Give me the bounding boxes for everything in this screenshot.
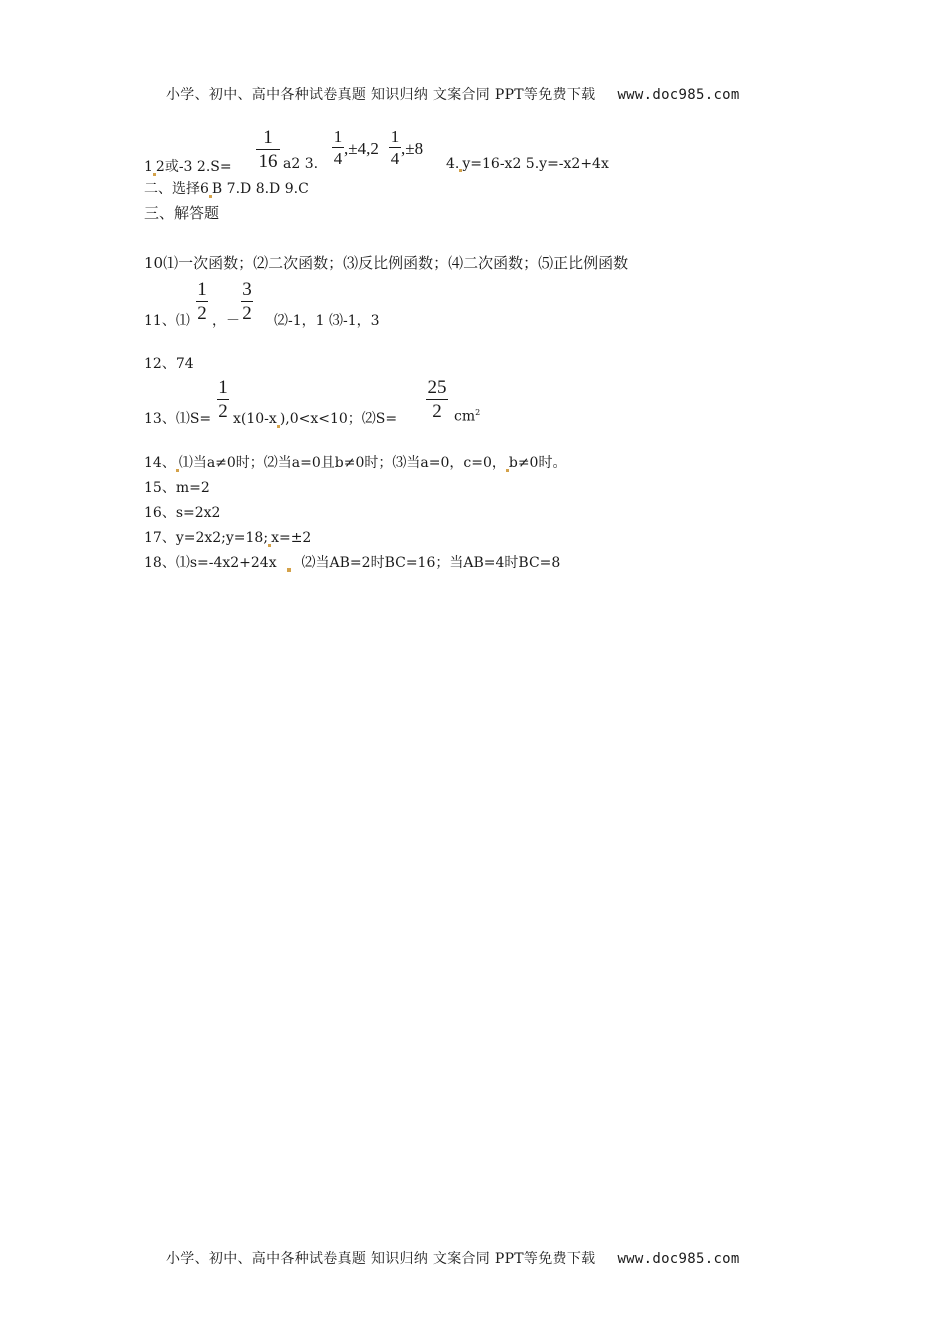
answer-q11-a: 11、⑴ bbox=[144, 313, 190, 329]
footer-url[interactable]: www.doc985.com bbox=[617, 1251, 740, 1267]
answer-q16: 16、s=2x2 bbox=[144, 505, 221, 521]
page-footer bbox=[166, 1248, 740, 1268]
answer-q13-unit bbox=[454, 408, 480, 425]
fraction-1-4-b: 1 4 bbox=[390, 127, 400, 168]
q14-c: b≠0时。 bbox=[508, 455, 567, 471]
fraction-1-4-a: 1 4 bbox=[333, 127, 343, 168]
answer-q13-a: 13、⑴S= bbox=[144, 411, 212, 427]
q17-b: x=±2 bbox=[271, 530, 312, 546]
q18-b: ⑵当AB=2时BC=16；当AB=4时BC=8 bbox=[301, 555, 561, 571]
l1-p3: a2 3. bbox=[283, 156, 319, 172]
fraction-1-2-q11: 1 2 bbox=[197, 279, 207, 324]
page-header bbox=[166, 84, 740, 104]
answer-q12: 12、74 bbox=[144, 356, 194, 372]
q13-b: x(10-x bbox=[233, 411, 277, 427]
fraction-1-16: 1 16 bbox=[256, 128, 280, 171]
l2-b: B 7.D 8.D 9.C bbox=[211, 181, 309, 197]
answer-line-1 bbox=[144, 156, 232, 176]
answer-q11-b: ，－ bbox=[212, 313, 240, 329]
answer-q17 bbox=[144, 527, 311, 547]
q17-a: 17、y=2x2;y=18; bbox=[144, 530, 269, 546]
answer-line-1-end bbox=[446, 156, 609, 172]
footer-text: 小学、初中、高中各种试卷真题 知识归纳 文案合同 PPT等免费下载 bbox=[166, 1251, 596, 1267]
q14-b: ⑴当a≠0时；⑵当a=0且b≠0时；⑶当a=0，c=0， bbox=[178, 455, 506, 471]
marker-dot bbox=[287, 568, 291, 572]
q18-a: 18、⑴s=-4x2+24x bbox=[144, 555, 277, 571]
header-url[interactable]: www.doc985.com bbox=[617, 87, 740, 103]
q14-a: 14、 bbox=[144, 455, 176, 471]
l1-p5: ,±8 bbox=[401, 139, 424, 158]
l1-p7: y=16-x2 5.y=-x2+4x bbox=[462, 156, 609, 172]
l1-p6: 4. bbox=[446, 156, 460, 172]
l1-p2: 2或-3 2.S= bbox=[155, 159, 232, 175]
answer-q10: 10⑴一次函数；⑵二次函数；⑶反比例函数；⑷二次函数；⑸正比例函数 bbox=[144, 254, 629, 272]
l1-p4: ,±4,2 bbox=[344, 139, 379, 158]
answer-q14 bbox=[144, 452, 566, 472]
header-text: 小学、初中、高中各种试卷真题 知识归纳 文案合同 PPT等免费下载 bbox=[166, 87, 596, 103]
q13-unit-sup: 2 bbox=[475, 408, 481, 417]
answer-q13-body bbox=[233, 408, 397, 428]
q13-c: ),0<x<10；⑵S= bbox=[279, 411, 398, 427]
fraction-1-2-q13: 1 2 bbox=[218, 377, 228, 422]
answer-q15: 15、m=2 bbox=[144, 480, 210, 496]
answer-q18 bbox=[144, 552, 560, 572]
answer-line-2 bbox=[144, 178, 309, 198]
fraction-3-2-q11: 3 2 bbox=[242, 279, 252, 324]
answer-q11-c: ⑵-1，1 ⑶-1，3 bbox=[274, 313, 380, 329]
fraction-25-2-q13: 25 2 bbox=[427, 377, 447, 422]
section-heading: 三、解答题 bbox=[144, 204, 220, 222]
l1-p1: 1 bbox=[144, 159, 153, 175]
l2-a: 二、选择6 bbox=[144, 181, 209, 197]
q13-unit: cm bbox=[454, 408, 476, 425]
